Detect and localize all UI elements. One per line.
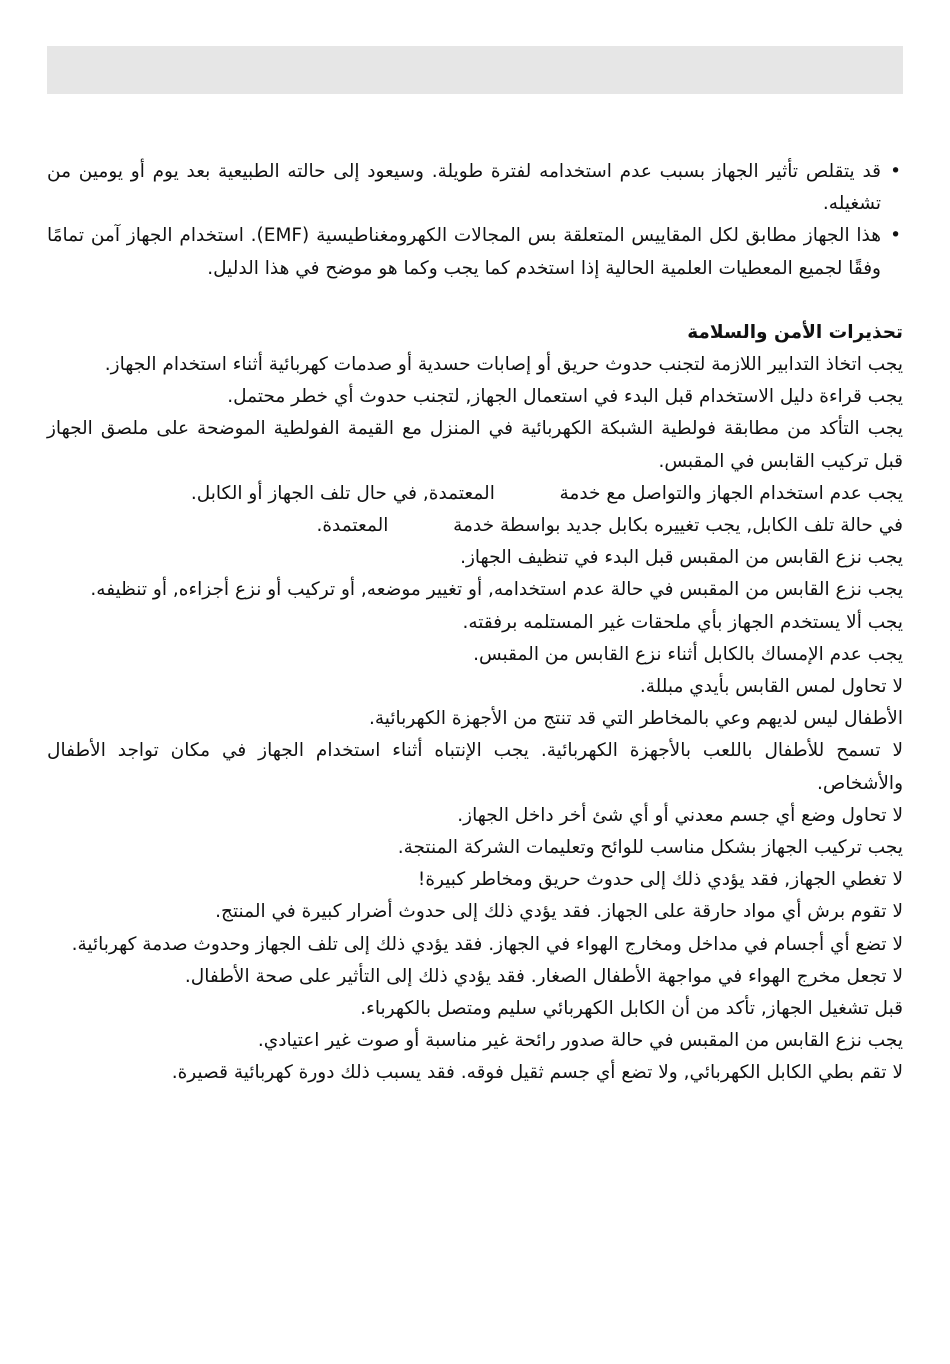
header-bar [47, 46, 903, 94]
safety-warning-list [47, 349, 903, 1090]
safety-warning-item: يجب نزع القابس من المقبس قبل البدء في تنظيف الجهاز. [460, 547, 903, 569]
safety-warning-item: لا تحاول لمس القابس بأيدي مبللة. [639, 676, 903, 698]
safety-warning-item: لا تضع أي أجسام في مداخل ومخارج الهواء في الجهاز. فقد يؤدي ذلك إلى تلف الجهاز وحدوث صدمة كهربائية. [71, 933, 903, 955]
safety-warning-item: لا تجعل مخرج الهواء في مواجهة الأطفال الصغار. فقد يؤدي ذلك إلى التأثير على صحة الأطفال. [184, 965, 903, 987]
safety-section-title: تحذيرات الأمن والسلامة [687, 321, 903, 343]
intro-bullet-item [47, 156, 903, 220]
safety-warning-item: يجب عدم الإمساك بالكابل أثناء نزع القابس من المقبس. [473, 643, 903, 665]
bullet-icon: • [890, 161, 901, 182]
document-body [47, 156, 903, 1090]
safety-warning-item: يجب اتخاذ التدابير اللازمة لتجنب حدوث حريق أو إصابات حسدية أو صدمات كهربائية أثناء استخدام الجهاز. [104, 354, 903, 376]
safety-warning-item: يجب التأكد من مطابقة فولطية الشبكة الكهربائية في المنزل مع القيمة الفولطية الموضحة على ملصق الجهاز قبل تركيب القابس في المقبس. [47, 418, 903, 472]
intro-bullet-text: قد يتقلص تأثير الجهاز بسبب عدم استخدامه لفترة طويلة. وسيعود إلى حالته الطبيعية بعد يوم أو يومين من تشغيله. [47, 161, 881, 215]
bullet-icon: • [890, 225, 901, 247]
safety-warning-item: في حالة تلف الكابل, يجب تغييره بكابل جديد بواسطة خدمة المعتمدة. [316, 515, 903, 537]
safety-warning-item: يجب تركيب الجهاز بشكل مناسب للوائح وتعليمات الشركة المنتجة. [397, 837, 903, 859]
safety-warning-item: لا تحاول وضع أي جسم معدني أو أي شئ أخر داخل الجهاز. [457, 804, 903, 826]
safety-warning-item: يجب نزع القابس من المقبس في حالة عدم استخدامه, أو تغيير موضعه, أو تركيب أو نزع أجزاءه, أو تنظيفه. [90, 579, 903, 601]
safety-warning-item: قبل تشغيل الجهاز, تأكد من أن الكابل الكهربائي سليم ومتصل بالكهرباء. [360, 998, 903, 1020]
safety-warning-item: يجب نزع القابس من المقبس في حالة صدور رائحة غير مناسبة أو صوت غير اعتيادي. [257, 1030, 903, 1052]
intro-bullet-text: هذا الجهاز مطابق لكل المقاييس المتعلقة بس المجالات الكهرومغناطيسية (EMF). استخدام الجهاز آمن تمامًا وفقًا لجميع المعطيات العلمية الحالية إذا استخدم كما يجب وكما هو موضح في هذا الدليل. [47, 225, 881, 279]
safety-warning-item: الأطفال ليس لديهم وعي بالمخاطر التي قد تنتج من الأجهزة الكهربائية. [369, 708, 903, 730]
safety-warning-item: يجب عدم استخدام الجهاز والتواصل مع خدمة المعتمدة, في حال تلف الجهاز أو الكابل. [190, 482, 903, 504]
safety-warning-item: لا تقم بطي الكابل الكهربائي, ولا تضع أي جسم ثقيل فوقه. فقد يسبب ذلك دورة كهربائية قصيرة. [171, 1062, 903, 1084]
safety-warning-item: لا تقوم برش أي مواد حارقة على الجهاز. فقد يؤدي ذلك إلى حدوث أضرار كبيرة في المنتج. [215, 901, 903, 923]
intro-bullet-item [47, 220, 903, 284]
intro-bullet-list [47, 156, 903, 285]
safety-warning-item: يجب قراءة دليل الاستخدام قبل البدء في استعمال الجهاز, لتجنب حدوث أي خطر محتمل. [227, 386, 903, 408]
safety-warning-item: يجب ألا يستخدم الجهاز بأي ملحقات غير المستلمه برفقته. [462, 611, 903, 633]
safety-warning-item: لا تسمح للأطفال باللعب بالأجهزة الكهربائية. يجب الإنتباه أثناء استخدام الجهاز في مكان تواجد الأطفال والأشخاص. [47, 740, 903, 794]
safety-warning-item: لا تغطي الجهاز, فقد يؤدي ذلك إلى حدوث حريق ومخاطر كبيرة! [417, 869, 903, 891]
